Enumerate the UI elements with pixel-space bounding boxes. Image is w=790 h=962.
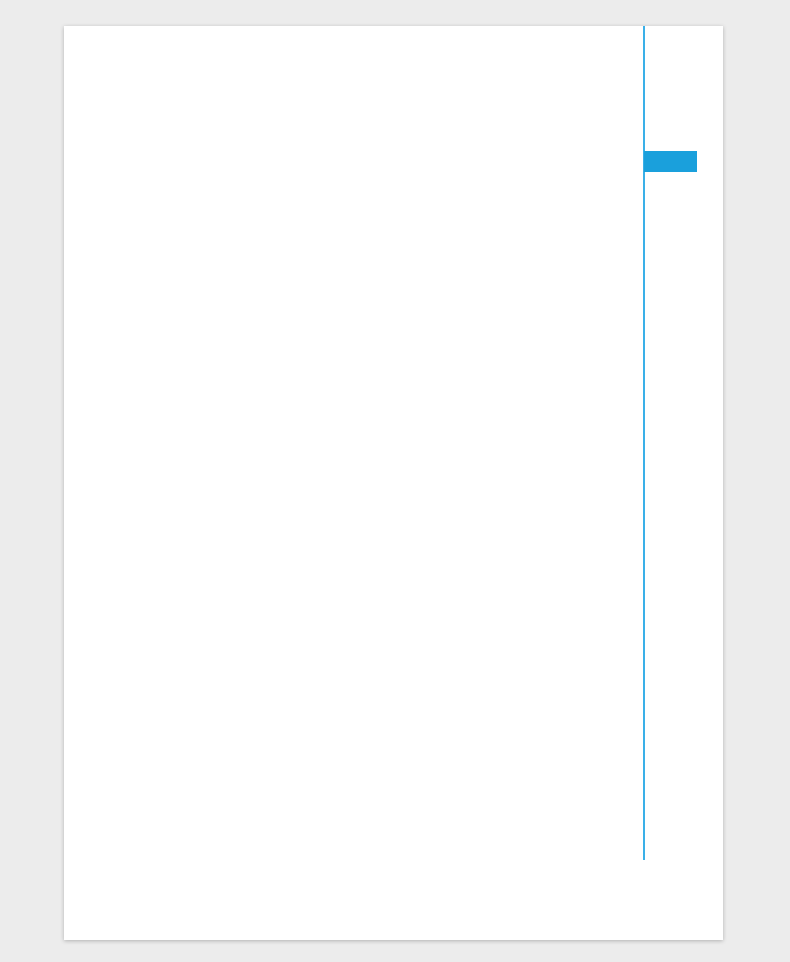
book-page [64, 26, 723, 940]
contents-tab [644, 151, 697, 172]
